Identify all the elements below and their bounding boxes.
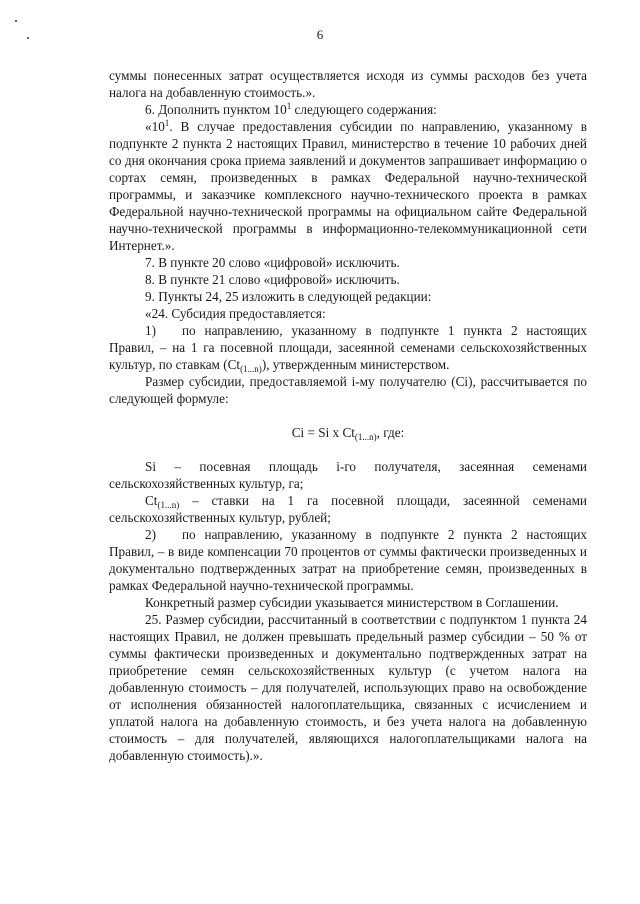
page-number: 6: [316, 27, 324, 42]
list-item: 2) по направлению, указанному в подпункте 2 пункта 2 настоящих Правил, – в виде компенсации 70 процентов от суммы фактически произведенных и документально подтвержденных затрат на приобретение семян, произведенных в рамках Федеральной научно-технической программы.: [109, 527, 587, 593]
paragraph: Si – посевная площадь i-го получателя, засеянная семенами сельскохозяйственных культур, га;: [109, 459, 587, 491]
paragraph: 8. В пункте 21 слово «цифровой» исключить.: [145, 272, 400, 287]
paragraph: 9. Пункты 24, 25 изложить в следующей редакции:: [145, 289, 432, 304]
document-body: [109, 67, 587, 764]
list-number: 1): [145, 323, 156, 338]
paragraph: 25. Размер субсидии, рассчитанный в соответствии с подпунктом 1 пункта 24 настоящих Правил, не должен превышать предельный размер субсидии – 50 % от суммы фактически произведенных и документально подтвержденных затрат на приобретение семян сельскохозяйственных культур (с учетом налога на добавленную стоимость – для получателей, использующих право на освобождение от исполнения обязанностей налогоплательщика, связанных с исчислением и уплатой налога на добавленную стоимость, и без учета налога на добавленную стоимость – для получателей, являющихся налогоплательщиками налога на добавленную стоимость).».: [109, 612, 587, 763]
list-number: 2): [145, 527, 156, 542]
list-item: 1) по направлению, указанному в подпункте 1 пункта 2 настоящих Правил, – на 1 га посевной площади, засеянной семенами сельскохозяйственных культур, по ставкам $(Ct_{(1...n)})$, утвержденным министерством.: [109, 323, 587, 374]
paragraph: 7. В пункте 20 слово «цифровой» исключить.: [145, 255, 400, 270]
paragraph: 6. Дополнить пунктом $10^1$ следующего содержания:: [145, 101, 437, 117]
paragraph: Размер субсидии, предоставляемой i-му получателю (Ci), рассчитывается по следующей формуле:: [109, 374, 587, 406]
paragraph: $Ct_{(1...n)}$ – ставки на 1 га посевной площади, засеянной семенами сельскохозяйственных культур, рублей;: [109, 493, 587, 525]
paragraph: «$10^1$. В случае предоставления субсидии по направлению, указанному в подпункте 2 пункта 2 настоящих Правил, министерство в течение 10 рабочих дней со дня окончания срока приема заявлений и документов запрашивает информацию о сортах семян, произведенных в рамках Федеральной научно-технической программы, и заказчике комплексного научно-технического проекта в рамках Федеральной научно-технической программы на официальном сайте Федеральной научно-технической программы в информационно-телекоммуникационной сети Интернет.».: [109, 118, 587, 253]
paragraph: «24. Субсидия предоставляется:: [145, 306, 326, 321]
formula: Ci = Si x $Ct_{(1...n)}$, где:: [291, 425, 405, 442]
paragraph: суммы понесенных затрат осуществляется исходя из суммы расходов без учета налога на добавленную стоимость.».: [109, 68, 587, 100]
scan-speck: [15, 20, 17, 22]
paragraph: Конкретный размер субсидии указывается министерством в Соглашении.: [145, 595, 559, 610]
